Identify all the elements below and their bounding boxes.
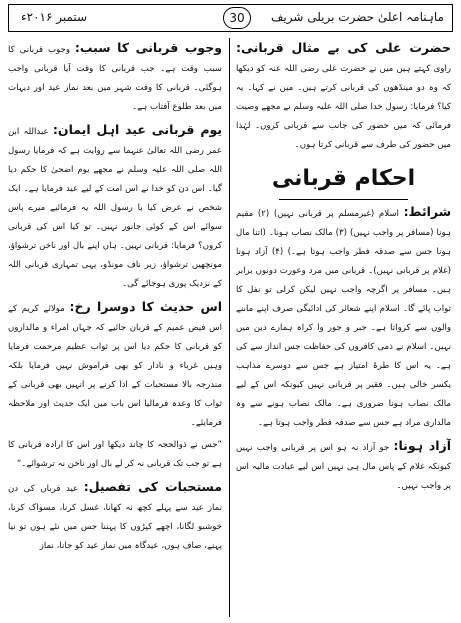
- article-paragraph: [8, 477, 222, 556]
- article-paragraph: [236, 202, 451, 433]
- right-column: [236, 38, 451, 617]
- heading-underline: [279, 199, 408, 200]
- article-paragraph: [8, 297, 222, 433]
- quote-paragraph: ”جس نے ذوالحجہ کا چاند دیکھا اور اس کا ارادہ قربانی کا ہے تو جب تک قربانی نہ کر لے بال اور ناخن نہ ترشوائے۔“: [8, 440, 222, 469]
- column-divider: [229, 38, 230, 617]
- article-paragraph: [8, 120, 222, 294]
- section-heading: اس حدیث کا دوسرا رخ:: [69, 299, 222, 314]
- page-number: 30: [223, 7, 251, 29]
- paragraph-text: راوی کہتے ہیں میں نے حضرت علی رضی اللہ عنہ کو دیکھا کہ وہ دو مینڈھوں کی قربانی کرتے ہیں۔ میں نے کہا۔ یہ کیا؟ فرمایا: رسول خدا صلی اللہ علیہ وسلم نے مجھے وصیت فرمائی کہ میں حضور کی جانب سے قربانی کروں۔ لہٰذا میں حضور کی طرف سے قربانی کرتا ہوں۔: [236, 64, 451, 150]
- paragraph-text: وجوب قربانی کا سبب وقت ہے۔ جب قربانی کا وقت آیا قربانی واجب ہوگئی۔ قربانی کا وقت شہر میں بعد نماز عید اور دیہات میں بعد طلوع آفتاب ہے۔: [8, 45, 222, 112]
- section-heading: وجوب قربانی کا سبب:: [74, 40, 222, 55]
- article-paragraph: [8, 38, 222, 117]
- article-paragraph: [236, 38, 451, 155]
- paragraph-text: اسلام (غیرمسلم پر قربانی نہیں) (۲) مقیم ہونا (مسافر پر واجب نہیں) (۳) مالک نصاب ہونا۔ (اتنا مال ہونا جس سے صدقہ فطر واجب ہوتا ہے۔) (۴) آزاد ہونا (غلام پر قربانی نہیں)۔ قربانی میں مرد وعورت دونوں برابر ہیں۔ مسافر پر اگرچہ واجب نہیں لیکن کرلی تو نفل کا ثواب پائے گا۔ اسلام اپنے شعائر کی ادائیگی صرف اپنے ماننے والوں سے کرواتا ہے۔ جبر و جور وا کراہ ہمارے دین میں نہیں۔ اسلام نے ذمی کافروں کی حفاظت جس انداز سے کی ہے۔ یہ اس کا طرۂ امتیاز ہے جس سے دوسرے مذاہب یکسر خالی ہیں۔ فقیر پر قربانی نہیں کیونکہ اس کے لیے مالک نصاب ہونا ضروری ہے۔ مالک نصاب ہونے سے وہ مالداری مراد ہے جس سے صدقہ فطر واجب ہوتا ہے۔: [236, 209, 451, 428]
- paragraph-text: عبداللہ ابن عمر رضی اللہ تعالیٰ عنہما سے روایت ہے کہ فرمایا رسول اللہ صلی اللہ علیہ وسلم نے مجھے یوم اضحیٰ کا حکم دیا گیا۔ اس دن کو خدا نے اس امت کے لیے عید فرمایا ہے۔ ایک شخص نے عرض کیا یا رسول اللہ یہ فرمائیے میرے پاس سوائے اس کے کوئی جانور نہیں۔ تو کیا اس کی قربانی کروں؟ فرمایا: قربانی نہیں۔ ہاں اپنے بال اور ناخن ترشواؤ، مونچھیں ترشواؤ، زیر ناف مونڈو، یہی تمہاری قربانی اللہ کے نزدیک پوری ہوجائے گی۔: [8, 127, 222, 289]
- section-heading: یوم قربانی عید اہل ایمان:: [52, 122, 222, 137]
- main-heading: [236, 159, 451, 200]
- issue-date: ستمبر ۲۰۱۶ء: [21, 10, 88, 24]
- section-heading: شرائط:: [403, 204, 451, 219]
- article-paragraph: [236, 436, 451, 496]
- section-heading: مستحبات کی تفصیل:: [83, 479, 222, 494]
- paragraph-text: مولائے کریم کے اس فیض عمیم کے قربان جائیے کہ جہاں امراء و مالداروں کو قربانی کا حکم دیا اس پر ثواب عظیم مرحمت فرمایا وہیں غرباء و نادار کو بھی فراموش نہیں فرمایا بلکہ مندرجہ بالا مستحبات کے ادا کرنے پر انہیں بھی قربانی کے ثواب کا وعدہ فرمالیا اس باب میں ایک حدیث اور ملاحظہ فرمایئے۔: [8, 304, 222, 428]
- magazine-title: ماہنامہ اعلیٰ حضرت بریلی شریف: [270, 10, 444, 24]
- paragraph-text: جو آزاد نہ ہو اس پر قربانی واجب نہیں کیونکہ غلام کے پاس مال ہی نہیں اس لیے عبادت مالیہ اس پر واجب نہیں۔: [236, 443, 451, 491]
- section-heading: آزاد ہونا:: [393, 438, 451, 453]
- paragraph-text: عید قرباں کی دن نماز عید سے پہلے کچھ نہ کھانا، غسل کرنا، مسواک کرنا، خوشبو لگانا، اچھے کپڑوں کا پہننا جس میں نئے ہوں تو نیا پہنے، صاف ہوں، عیدگاہ میں نماز عید کو جانا، نماز: [8, 484, 222, 551]
- page-header: [8, 4, 453, 32]
- main-heading-text: احکام قربانی: [271, 166, 416, 191]
- section-heading: حضرت علی کی بے مثال قربانی:: [236, 40, 451, 55]
- left-column: [8, 38, 222, 617]
